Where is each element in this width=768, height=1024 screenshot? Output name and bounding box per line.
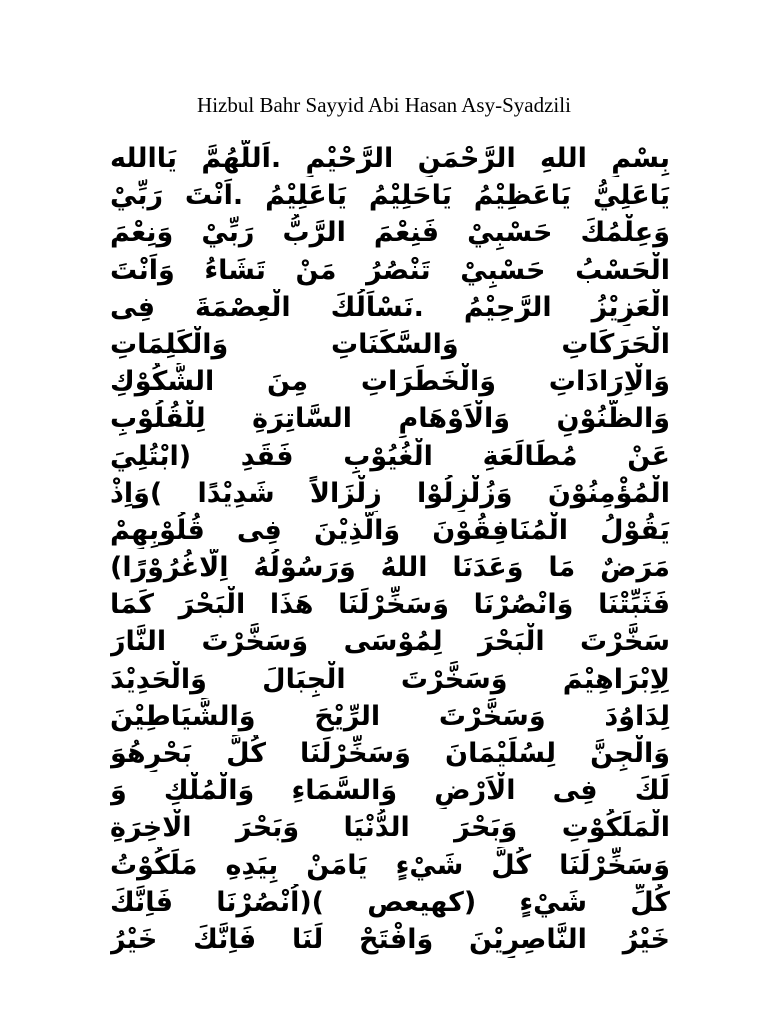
text-line: عَنْ مُطَالَعَةِ الْغُيُوْبِ فَقَدِ (ابْتُلِيَ <box>110 440 670 472</box>
text-line: لَكَ فِى الْاَرْضِ وَالسَّمَاءِ وَالْمُلْكِ وَ <box>110 775 670 807</box>
text-line: وَالْجِنَّ لِسُلَيْمَانَ وَسَخِّرْلَنَا كُلَّ بَحْرٍهُوَ <box>110 738 670 769</box>
text-line: الْحَرَكَاتِ وَالسَّكَنَاتِ وَالْكَلِمَاتِ <box>110 328 670 360</box>
text-line: سَخَّرْتَ الْبَحْرَ لِمُوْسَى وَسَخَّرْتَ النَّارَ <box>110 626 670 658</box>
arabic-text-body <box>110 140 670 958</box>
text-line: وَالظُّنُوْنِ وَالْاَوْهَامِ السَّاتِرَةِ لِلْقُلُوْبِ <box>110 403 670 435</box>
text-line: الْعَزِيْزُ الرَّحِيْمُ .نَسْاَلُكَ الْعِصْمَةَ فِى <box>110 291 670 323</box>
text-line: مَرَضٌ مَا وَعَدَنَا اللهُ وَرَسُوْلُهُ اِلَّاغُرُوْرًا) <box>110 552 670 584</box>
text-line: وَسَخِّرْلَنَا كُلَّ شَيْءٍ يَامَنْ بِيَدِهِ مَلَكُوْتُ <box>110 849 670 881</box>
text-line: فَثَبِّتْنَا وَانْصُرْنَا وَسَخِّرْلَنَا هَذَا الْبَحْرَ كَمَا <box>110 589 670 621</box>
text-line: وَعِلْمُكَ حَسْبِيْ فَنِعْمَ الرَّبُّ رَبِّيْ وَنِعْمَ <box>110 217 670 249</box>
text-line: لِاِبْرَاهِيْمَ وَسَخَّرْتَ الْجِبَالَ وَالْحَدِيْدَ <box>110 663 670 695</box>
text-line: كُلِّ شَيْءٍ (كهيعص )(اُنْصُرْنَا فَاِنَّكَ <box>110 886 670 918</box>
text-line: وَالْاِرَادَاتِ وَالْخَطَرَاتِ مِنَ الشُّكُوْكِ <box>110 366 670 398</box>
text-line: الْمُؤْمِنُوْنَ وَزُلْزِلُوْا زِلْزَالاً شَدِيْدًا )وَاِذْ <box>110 477 670 509</box>
text-line: الْحَسْبُ حَسْبِيْ تَنْصُرُ مَنْ تَشَاءُ وَاَنْتَ <box>110 254 670 286</box>
text-line: يَاعَلِيُّ يَاعَظِيْمُ يَاحَلِيْمُ يَاعَلِيْمُ .اَنْتَ رَبِّيْ <box>110 180 670 212</box>
text-line: خَيْرُ النَّاصِرِيْنَ وَافْتَحْ لَنَا فَاِنَّكَ خَيْرُ <box>110 923 670 955</box>
document-title: Hizbul Bahr Sayyid Abi Hasan Asy-Syadzili <box>197 93 571 117</box>
text-line: الْمَلَكُوْتِ وَبَحْرَ الدُّنْيَا وَبَحْرَ الْاخِرَةِ <box>110 812 670 844</box>
text-line: بِسْمِ اللهِ الرَّحْمَنِ الرَّحْيْمِ .اَللَّهُمَّ يَاالله <box>110 143 670 174</box>
text-line: لِدَاوُدَ وَسَخَّرْتَ الرِّيْحَ وَالشَّيَاطِيْنَ <box>110 700 670 732</box>
text-line: يَقُوْلُ الْمُنَافِقُوْنَ وَالَّذِيْنَ فِى قُلُوْبِهِمْ <box>110 514 670 546</box>
